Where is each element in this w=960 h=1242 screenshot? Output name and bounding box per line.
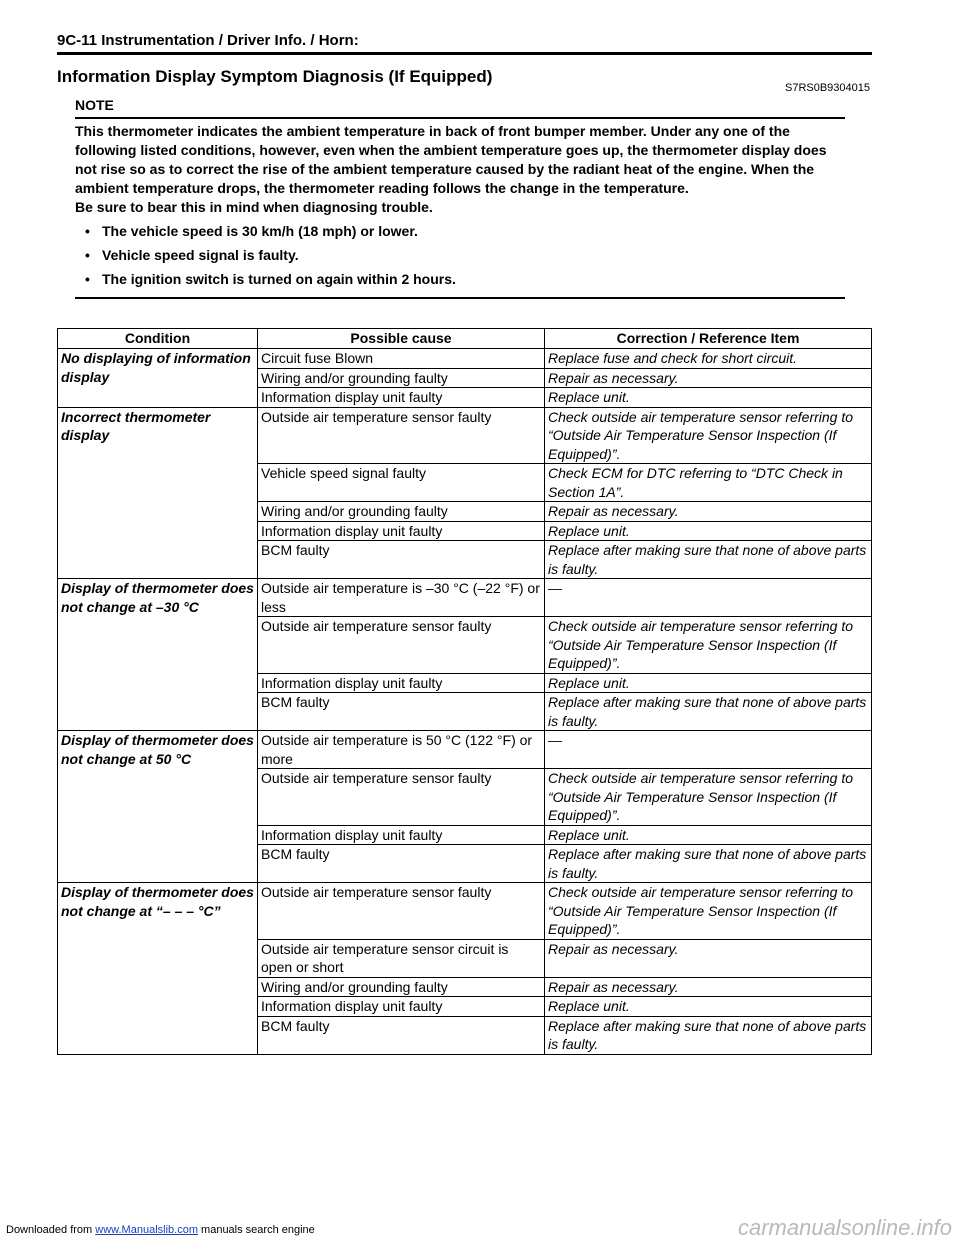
correction-cell: — — [545, 579, 872, 617]
correction-cell: Replace unit. — [545, 825, 872, 845]
table-row — [58, 883, 872, 940]
condition-cell: Display of thermometer does not change at 50 °C — [58, 731, 258, 883]
correction-cell: Replace unit. — [545, 673, 872, 693]
header-possible-cause: Possible cause — [258, 329, 545, 349]
correction-cell: Check outside air temperature sensor referring to “Outside Air Temperature Sensor Inspection (If Equipped)”. — [545, 617, 872, 674]
note-label: NOTE — [75, 97, 114, 113]
correction-cell: Replace after making sure that none of above parts is faulty. — [545, 1016, 872, 1054]
possible-cause-cell: Information display unit faulty — [258, 521, 545, 541]
possible-cause-cell: Circuit fuse Blown — [258, 349, 545, 369]
possible-cause-cell: Outside air temperature sensor faulty — [258, 769, 545, 826]
correction-cell: Replace unit. — [545, 521, 872, 541]
note-box — [75, 95, 845, 299]
note-bottom-rule — [75, 297, 845, 299]
correction-cell: Check outside air temperature sensor referring to “Outside Air Temperature Sensor Inspection (If Equipped)”. — [545, 883, 872, 940]
possible-cause-cell: Outside air temperature sensor circuit is open or short — [258, 939, 545, 977]
correction-cell: Replace fuse and check for short circuit. — [545, 349, 872, 369]
possible-cause-cell: BCM faulty — [258, 845, 545, 883]
possible-cause-cell: Outside air temperature sensor faulty — [258, 407, 545, 464]
section-title: Information Display Symptom Diagnosis (If Equipped) — [57, 67, 493, 86]
possible-cause-cell: Wiring and/or grounding faulty — [258, 977, 545, 997]
table-row — [58, 407, 872, 464]
note-paragraph: Be sure to bear this in mind when diagnosing trouble. — [75, 199, 433, 215]
possible-cause-cell: BCM faulty — [258, 541, 545, 579]
possible-cause-cell: Outside air temperature sensor faulty — [258, 617, 545, 674]
correction-cell: Repair as necessary. — [545, 977, 872, 997]
correction-cell: Replace unit. — [545, 997, 872, 1017]
correction-cell: Replace unit. — [545, 388, 872, 408]
correction-cell: — — [545, 731, 872, 769]
condition-cell: Display of thermometer does not change at –30 °C — [58, 579, 258, 731]
possible-cause-cell: Vehicle speed signal faulty — [258, 464, 545, 502]
note-bullet: • Vehicle speed signal is faulty. — [85, 247, 299, 263]
possible-cause-cell: Wiring and/or grounding faulty — [258, 502, 545, 522]
correction-cell: Repair as necessary. — [545, 502, 872, 522]
header-condition: Condition — [58, 329, 258, 349]
condition-cell: No displaying of information display — [58, 349, 258, 408]
possible-cause-cell: Information display unit faulty — [258, 997, 545, 1017]
table-row — [58, 731, 872, 769]
table-row — [58, 349, 872, 369]
note-top-rule — [75, 117, 845, 119]
note-bullet-list — [75, 222, 845, 289]
section-code: S7RS0B9304015 — [784, 82, 870, 94]
possible-cause-cell: Outside air temperature sensor faulty — [258, 883, 545, 940]
possible-cause-cell: Information display unit faulty — [258, 673, 545, 693]
header-correction: Correction / Reference Item — [545, 329, 872, 349]
correction-cell: Replace after making sure that none of above parts is faulty. — [545, 541, 872, 579]
correction-cell: Check outside air temperature sensor referring to “Outside Air Temperature Sensor Inspection (If Equipped)”. — [545, 407, 872, 464]
download-footer: Downloaded from www.Manualslib.com manuals search engine — [6, 1224, 315, 1236]
condition-cell: Display of thermometer does not change at “– – – °C” — [58, 883, 258, 1055]
manualslib-link[interactable]: www.Manualslib.com — [95, 1224, 198, 1236]
possible-cause-cell: Wiring and/or grounding faulty — [258, 368, 545, 388]
correction-cell: Replace after making sure that none of above parts is faulty. — [545, 845, 872, 883]
note-paragraph: This thermometer indicates the ambient temperature in back of front bumper member. Under any one of the following listed conditions, however, even when the ambient temperature goes up, the thermometer display does not rise so as to correct the rise of the ambient temperature caused by the radiant heat of the engine. When the ambient temperature drops, the thermometer reading follows the change in the temperature. — [75, 123, 827, 196]
possible-cause-cell: BCM faulty — [258, 693, 545, 731]
correction-cell: Repair as necessary. — [545, 939, 872, 977]
condition-cell: Incorrect thermometer display — [58, 407, 258, 579]
correction-cell: Replace after making sure that none of above parts is faulty. — [545, 693, 872, 731]
correction-cell: Check outside air temperature sensor referring to “Outside Air Temperature Sensor Inspection (If Equipped)”. — [545, 769, 872, 826]
possible-cause-cell: Outside air temperature is –30 °C (–22 °F) or less — [258, 579, 545, 617]
possible-cause-cell: BCM faulty — [258, 1016, 545, 1054]
possible-cause-cell: Information display unit faulty — [258, 825, 545, 845]
watermark-text: carmanualsonline.info — [737, 1215, 952, 1240]
note-bullet: • The ignition switch is turned on again within 2 hours. — [85, 271, 456, 287]
possible-cause-cell: Information display unit faulty — [258, 388, 545, 408]
correction-cell: Repair as necessary. — [545, 368, 872, 388]
note-bullet: • The vehicle speed is 30 km/h (18 mph) or lower. — [85, 223, 418, 239]
correction-cell: Check ECM for DTC referring to “DTC Check in Section 1A”. — [545, 464, 872, 502]
page-header: 9C-11 Instrumentation / Driver Info. / Horn: — [57, 32, 359, 49]
table-header-row — [58, 329, 872, 349]
diagnosis-table — [57, 328, 872, 1055]
header-rule — [57, 52, 872, 55]
note-text — [75, 122, 845, 217]
table-row — [58, 579, 872, 617]
possible-cause-cell: Outside air temperature is 50 °C (122 °F) or more — [258, 731, 545, 769]
